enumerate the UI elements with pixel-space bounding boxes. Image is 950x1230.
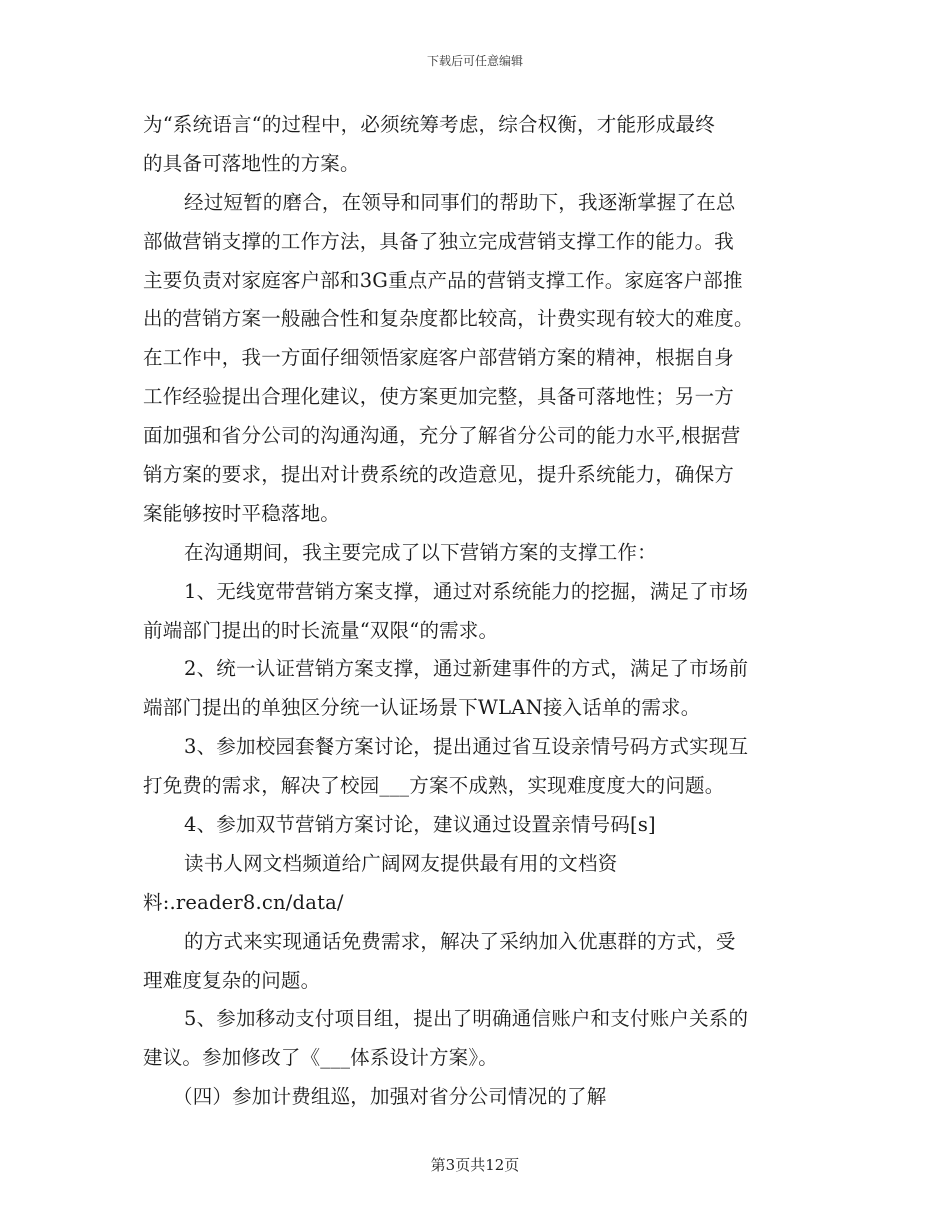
page-header: 下载后可任意编辑 [426,54,523,68]
text-line: 出的营销方案一般融合性和复杂度都比较高，计费实现有较大的难度。 [143,307,754,331]
text-line: 的具备可落地性的方案。 [143,151,360,175]
text-line: 面加强和省分公司的沟通沟通，充分了解省分公司的能力水平,根据营 [143,424,741,448]
text-line: 端部门提出的单独区分统一认证场景下WLAN接入话单的需求。 [143,696,701,720]
text-line: 3、参加校园套餐方案讨论，提出通过省互设亲情号码方式实现互 [184,735,749,759]
text-line: 料:.reader8.cn/data/ [143,890,344,914]
text-line: 5、参加移动支付项目组，提出了明确通信账户和支付账户关系的 [184,1007,749,1031]
text-line: 工作经验提出合理化建议，使方案更加完整，具备可落地性；另一方 [143,385,735,409]
text-line: 在工作中，我一方面仔细领悟家庭客户部营销方案的精神，根据自身 [143,346,735,370]
text-line: 的方式来实现通话免费需求，解决了采纳加入优惠群的方式，受 [184,929,736,953]
text-line: 2、统一认证营销方案支撑，通过新建事件的方式，满足了市场前 [184,657,749,681]
text-line: 在沟通期间，我主要完成了以下营销方案的支撑工作： [184,540,657,564]
text-line: 4、参加双节营销方案讨论，建议通过设置亲情号码[s] [184,813,656,837]
document-body [143,106,807,1117]
section-heading: （四）参加计费组巡，加强对省分公司情况的了解 [173,1085,607,1109]
text-line: 部做营销支撑的工作方法，具备了独立完成营销支撑工作的能力。我 [143,229,735,253]
text-line: 案能够按时平稳落地。 [143,501,341,525]
text-line: 读书人网文档频道给广阔网友提供最有用的文档资 [184,851,618,875]
text-line: 经过短暂的磨合，在领导和同事们的帮助下，我逐渐掌握了在总 [184,190,736,214]
text-line: 为“系统语言“的过程中，必须统筹考虑，综合权衡，才能形成最终 [143,113,715,136]
text-line: 主要负责对家庭客户部和3G重点产品的营销支撑工作。家庭客户部推 [143,268,743,292]
page-number: 第3页共12页 [430,1156,520,1174]
text-line: 理难度复杂的问题。 [143,968,321,992]
text-line: 打免费的需求，解决了校园___方案不成熟，实现难度度大的问题。 [143,774,725,798]
text-line: 建议。参加修改了《___体系设计方案》。 [143,1046,499,1070]
text-line: 销方案的要求，提出对计费系统的改造意见，提升系统能力，确保方 [143,463,735,487]
text-line: 1、无线宽带营销方案支撑，通过对系统能力的挖掘，满足了市场 [184,579,749,603]
text-line: 前端部门提出的时长流量“双限“的需求。 [143,618,499,642]
